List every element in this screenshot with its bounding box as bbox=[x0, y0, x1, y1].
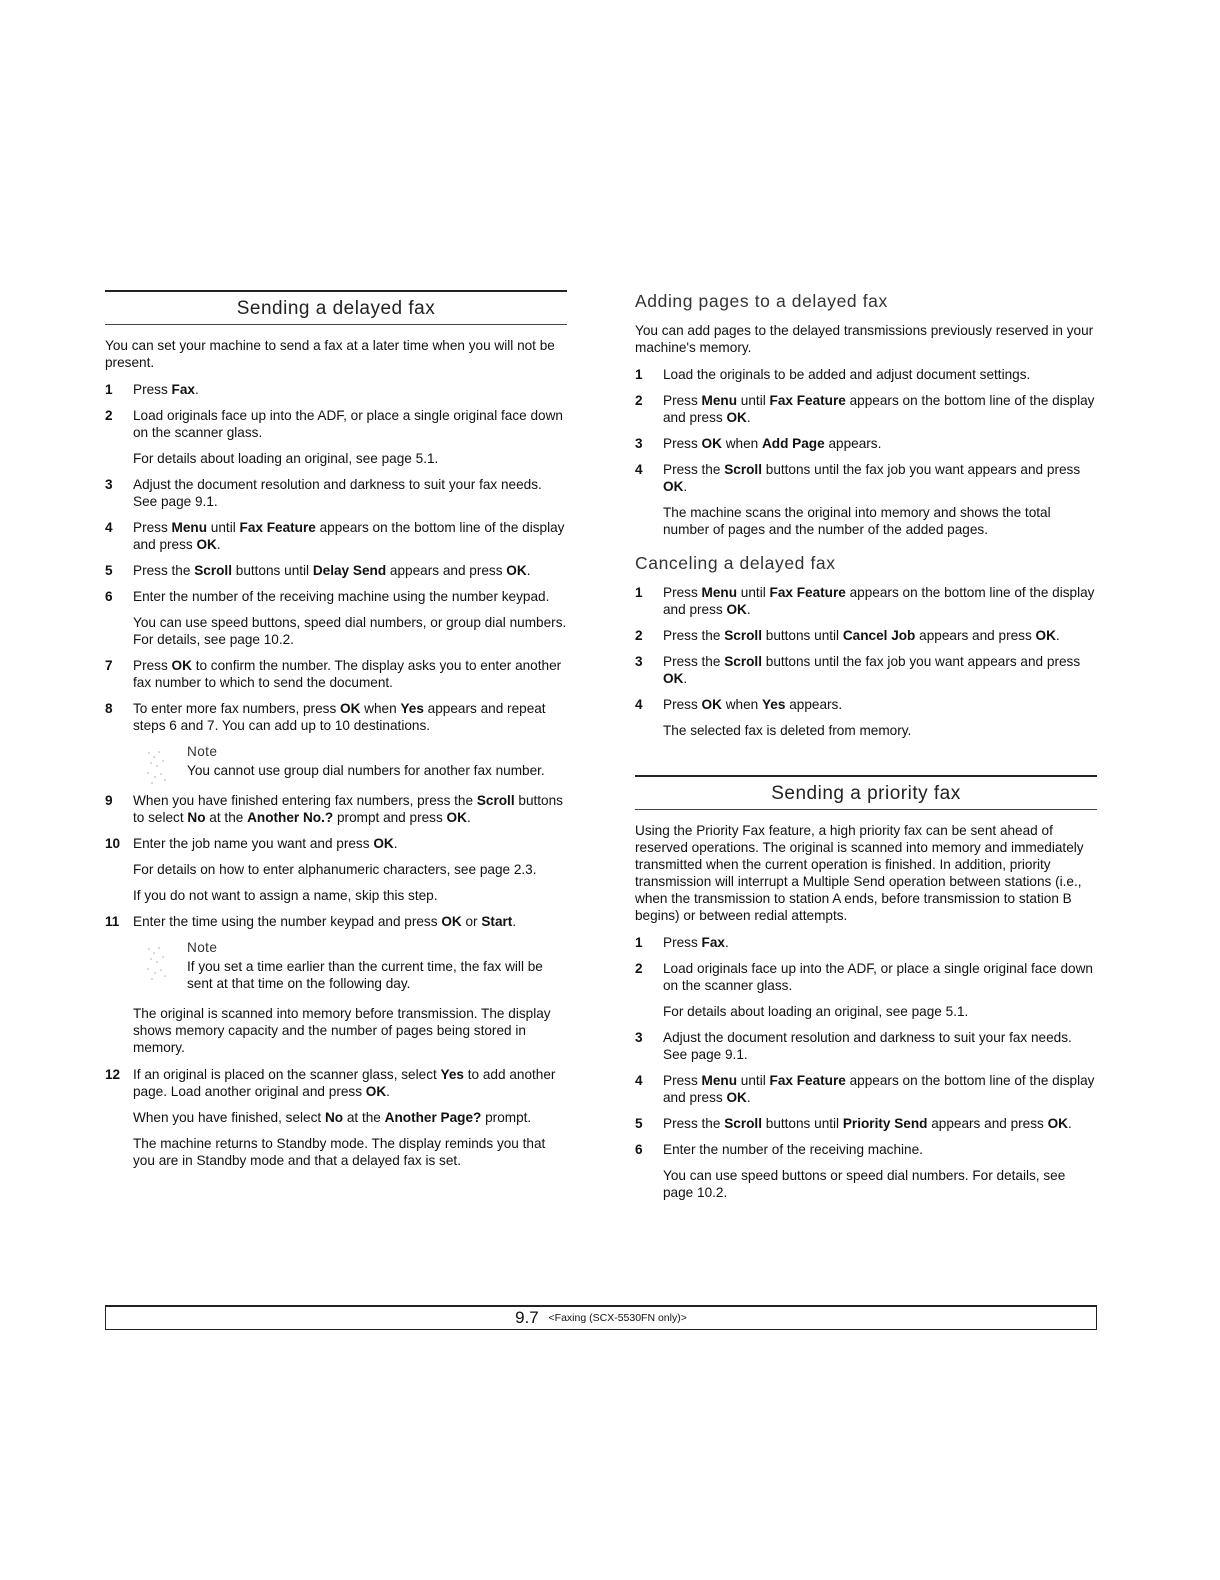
step-text bbox=[133, 913, 567, 930]
text-run: Press bbox=[663, 1073, 702, 1088]
text-run: Press the bbox=[133, 563, 195, 578]
step-text bbox=[663, 1115, 1097, 1132]
bold-term: Scroll bbox=[194, 563, 232, 578]
step-number: 1 bbox=[635, 367, 643, 382]
text-run: Load originals face up into the ADF, or place a single original face down on the scanner glass. bbox=[133, 408, 563, 440]
text-run: If an original is placed on the scanner glass, select bbox=[133, 1067, 441, 1082]
bold-term: OK bbox=[701, 436, 722, 451]
text-run: Press bbox=[133, 520, 172, 535]
steps-canceling bbox=[635, 584, 1097, 739]
text-run: Press bbox=[133, 658, 172, 673]
bold-term: Fax Feature bbox=[769, 393, 846, 408]
step-text bbox=[663, 960, 1097, 994]
text-run: . bbox=[393, 836, 398, 851]
step-item bbox=[105, 913, 567, 930]
step-number: 8 bbox=[105, 701, 113, 716]
text-run: when bbox=[721, 436, 762, 451]
bold-term: OK bbox=[373, 836, 394, 851]
intro-priority-fax: Using the Priority Fax feature, a high priority fax can be sent ahead of reserved operations. The original is scanned into memory and immediately transmitted when the current operation is finished. In addition, priority transmission will interrupt a Multiple Send operation between stations (i.e., when the transmission to station A ends, before transmission to station B begins) or between redial attempts. bbox=[635, 823, 1084, 923]
step-number: 2 bbox=[635, 393, 643, 408]
bold-term: Menu bbox=[171, 520, 208, 535]
text-run: . bbox=[683, 671, 688, 686]
step-text bbox=[133, 588, 567, 605]
text-run: . bbox=[386, 1084, 390, 1099]
bold-term: OK bbox=[663, 671, 684, 686]
step-detail: You can use speed buttons, speed dial numbers, or group dial numbers. For details, see page 10.2. bbox=[133, 615, 567, 647]
bold-term: Scroll bbox=[476, 793, 515, 808]
step-item bbox=[635, 461, 1097, 538]
step-item bbox=[635, 435, 1097, 452]
text-run: Press the bbox=[663, 462, 725, 477]
note-box bbox=[105, 939, 567, 992]
bold-term: Yes bbox=[761, 697, 786, 712]
text-run: until bbox=[737, 585, 770, 600]
step-number: 2 bbox=[635, 628, 643, 643]
text-run: prompt and press bbox=[333, 810, 447, 825]
text-run: prompt. bbox=[481, 1110, 532, 1125]
step-number: 7 bbox=[105, 658, 113, 673]
step-number: 12 bbox=[105, 1067, 121, 1082]
bold-term: Cancel Job bbox=[842, 628, 916, 643]
step-text bbox=[663, 1029, 1097, 1063]
note-text: You cannot use group dial numbers for another fax number. bbox=[187, 763, 545, 778]
text-run: buttons until bbox=[761, 628, 843, 643]
text-run: to confirm the number. The display asks you to enter another fax number to which to send the document. bbox=[133, 658, 562, 690]
step-text bbox=[663, 653, 1097, 687]
text-run: Load originals face up into the ADF, or place a single original face down on the scanner glass. bbox=[663, 961, 1093, 993]
bold-term: OK bbox=[726, 602, 747, 617]
bold-term: No bbox=[324, 1110, 344, 1125]
step-item bbox=[635, 696, 1097, 739]
text-run: When you have finished, select bbox=[133, 1110, 325, 1125]
step-item bbox=[635, 653, 1097, 687]
note-title: Note bbox=[187, 940, 218, 955]
text-run: when bbox=[721, 697, 762, 712]
text-run: or bbox=[461, 914, 482, 929]
step-text bbox=[133, 792, 567, 826]
bold-term: Menu bbox=[701, 1073, 738, 1088]
bold-term: OK bbox=[1035, 628, 1056, 643]
step-number: 4 bbox=[105, 520, 113, 535]
bold-term: Scroll bbox=[724, 654, 762, 669]
text-run: Adjust the document resolution and darkness to suit your fax needs. See page 9.1. bbox=[133, 477, 542, 509]
text-run: Enter the time using the number keypad and press bbox=[133, 914, 442, 929]
step-text bbox=[663, 1141, 1097, 1158]
text-run: Press bbox=[663, 697, 702, 712]
steps-adding-pages bbox=[635, 366, 1097, 538]
bold-term: Yes bbox=[400, 701, 424, 716]
step-item bbox=[105, 562, 567, 579]
text-run: Load the originals to be added and adjust document settings. bbox=[663, 367, 1031, 382]
text-run: until bbox=[737, 393, 770, 408]
step-text bbox=[133, 700, 567, 734]
text-run: Press the bbox=[663, 628, 725, 643]
text-run: . bbox=[746, 602, 751, 617]
text-run: buttons until bbox=[231, 563, 313, 578]
step-item bbox=[635, 1141, 1097, 1201]
steps-priority-fax bbox=[635, 934, 1097, 1201]
text-run: buttons until the fax job you want appears and press bbox=[761, 462, 1081, 477]
bold-term: Start bbox=[481, 914, 513, 929]
step-number: 3 bbox=[635, 654, 643, 669]
note-icon bbox=[145, 943, 171, 983]
bold-term: Add Page bbox=[761, 436, 825, 451]
section-header-priority-fax bbox=[635, 775, 1097, 810]
subsection-title-canceling: Canceling a delayed fax bbox=[635, 553, 836, 573]
text-run: Adjust the document resolution and darkness to suit your fax needs. See page 9.1. bbox=[663, 1030, 1072, 1062]
step-number: 1 bbox=[635, 935, 643, 950]
note-icon bbox=[145, 747, 171, 787]
section-title-delayed-fax: Sending a delayed fax bbox=[236, 298, 436, 319]
step-item bbox=[635, 366, 1097, 383]
text-run: Enter the number of the receiving machine. bbox=[663, 1142, 923, 1157]
step-item bbox=[635, 1115, 1097, 1132]
bold-term: Another No.? bbox=[247, 810, 334, 825]
step-item bbox=[105, 381, 567, 398]
text-run: Press bbox=[663, 436, 702, 451]
section-header-delayed-fax bbox=[105, 290, 567, 325]
step-detail: If you do not want to assign a name, skip this step. bbox=[133, 888, 438, 903]
step-item bbox=[105, 835, 567, 904]
bold-term: OK bbox=[726, 410, 747, 425]
bold-term: Another Page? bbox=[384, 1110, 482, 1125]
step-number: 1 bbox=[635, 585, 643, 600]
note-box bbox=[105, 743, 567, 779]
step-text bbox=[133, 657, 567, 691]
step-item bbox=[105, 700, 567, 734]
text-run: Press bbox=[663, 935, 702, 950]
bold-term: Scroll bbox=[724, 462, 762, 477]
text-run: appears and press bbox=[927, 1116, 1048, 1131]
bold-term: Scroll bbox=[724, 628, 762, 643]
step-text bbox=[133, 519, 567, 553]
bold-term: Yes bbox=[440, 1067, 464, 1082]
text-run: Press bbox=[133, 382, 172, 397]
bold-term: Fax bbox=[171, 382, 195, 397]
step-item bbox=[105, 792, 567, 826]
steps-delayed-fax bbox=[105, 381, 567, 1169]
step-text bbox=[663, 627, 1097, 644]
text-run: To enter more fax numbers, press bbox=[133, 701, 341, 716]
subsection-title-adding-pages: Adding pages to a delayed fax bbox=[635, 291, 888, 311]
step-item bbox=[105, 476, 567, 510]
bold-term: OK bbox=[196, 537, 217, 552]
step-text bbox=[663, 392, 1097, 426]
text-run: buttons to select bbox=[133, 793, 563, 825]
step-text bbox=[663, 934, 1097, 951]
step-text bbox=[663, 584, 1097, 618]
text-run: Enter the number of the receiving machine using the number keypad. bbox=[133, 589, 550, 604]
step-detail: For details on how to enter alphanumeric characters, see page 2.3. bbox=[133, 862, 537, 877]
step-item bbox=[635, 934, 1097, 951]
text-run: appears and press bbox=[386, 563, 507, 578]
step-detail: The selected fax is deleted from memory. bbox=[663, 723, 912, 738]
step-number: 1 bbox=[105, 382, 113, 397]
text-run: . bbox=[1055, 628, 1060, 643]
bold-term: OK bbox=[340, 701, 361, 716]
text-run: When you have finished entering fax numbers, press the bbox=[133, 793, 477, 808]
text-run: appears on the bottom line of the display and press bbox=[663, 1073, 1095, 1105]
step-item bbox=[105, 588, 567, 648]
step-number: 3 bbox=[105, 477, 113, 492]
step-number: 6 bbox=[105, 589, 113, 604]
step-text bbox=[133, 407, 567, 441]
text-run: until bbox=[737, 1073, 770, 1088]
step-item bbox=[635, 584, 1097, 618]
chapter-label: <Faxing (SCX-5530FN only)> bbox=[548, 1312, 687, 1324]
text-run: appears and repeat steps 6 and 7. You can add up to 10 destinations. bbox=[133, 701, 546, 733]
step-detail: The machine returns to Standby mode. The display reminds you that you are in Standby mode and that a delayed fax is set. bbox=[133, 1136, 546, 1168]
step-text bbox=[663, 1072, 1097, 1106]
left-column bbox=[105, 290, 567, 1178]
text-run: Press the bbox=[663, 1116, 725, 1131]
step-text bbox=[663, 435, 1097, 452]
text-run: to add another page. Load another original and press bbox=[133, 1067, 556, 1099]
bold-term: OK bbox=[171, 658, 192, 673]
step-detail: You can use speed buttons or speed dial numbers. For details, see page 10.2. bbox=[663, 1168, 1066, 1200]
step-text bbox=[133, 1066, 567, 1100]
text-run: appears on the bottom line of the display and press bbox=[133, 520, 565, 552]
text-run: . bbox=[1068, 1116, 1072, 1131]
note-text: If you set a time earlier than the current time, the fax will be sent at that time on the following day. bbox=[187, 959, 543, 991]
step-number: 11 bbox=[105, 914, 120, 929]
bold-term: OK bbox=[441, 914, 462, 929]
step-number: 10 bbox=[105, 836, 121, 851]
bold-term: OK bbox=[506, 563, 527, 578]
step-text bbox=[133, 381, 567, 398]
step-number: 4 bbox=[635, 1073, 643, 1088]
bold-term: OK bbox=[446, 810, 467, 825]
bold-term: OK bbox=[701, 697, 722, 712]
bold-term: OK bbox=[1047, 1116, 1068, 1131]
bold-term: Fax Feature bbox=[239, 520, 316, 535]
step-item bbox=[105, 657, 567, 691]
bold-term: Priority Send bbox=[842, 1116, 928, 1131]
step-number: 5 bbox=[635, 1116, 643, 1131]
step-number: 3 bbox=[635, 436, 643, 451]
step-text bbox=[663, 366, 1097, 383]
text-run: Press bbox=[663, 393, 702, 408]
step-number: 3 bbox=[635, 1030, 643, 1045]
text-run: Press the bbox=[663, 654, 725, 669]
page-footer bbox=[105, 1305, 1097, 1330]
step-item bbox=[105, 1066, 567, 1169]
bold-term: OK bbox=[365, 1084, 387, 1099]
step-detail: For details about loading an original, see page 5.1. bbox=[663, 1004, 969, 1019]
text-run: buttons until bbox=[761, 1116, 843, 1131]
text-run: . bbox=[526, 563, 531, 578]
bold-term: Scroll bbox=[724, 1116, 762, 1131]
bold-term: Delay Send bbox=[312, 563, 387, 578]
step-item bbox=[635, 960, 1097, 1020]
text-run: at the bbox=[343, 1110, 385, 1125]
step-item bbox=[105, 519, 567, 553]
step-item bbox=[105, 407, 567, 467]
step-number: 5 bbox=[105, 563, 113, 578]
step-number: 4 bbox=[635, 462, 643, 477]
text-run: appears and press bbox=[915, 628, 1036, 643]
step-text bbox=[663, 696, 1097, 713]
bold-term: Fax bbox=[701, 935, 725, 950]
step-number: 2 bbox=[635, 961, 643, 976]
step-number: 4 bbox=[635, 697, 643, 712]
bold-term: Menu bbox=[701, 393, 738, 408]
step-followup: The original is scanned into memory before transmission. The display shows memory capacity and the number of pages being stored in memory. bbox=[133, 1006, 551, 1055]
text-run: . bbox=[216, 537, 221, 552]
text-run: appears on the bottom line of the display and press bbox=[663, 393, 1095, 425]
text-run: appears on the bottom line of the display and press bbox=[663, 585, 1095, 617]
step-number: 2 bbox=[105, 408, 113, 423]
bold-term: Fax Feature bbox=[769, 585, 846, 600]
text-run: at the bbox=[205, 810, 248, 825]
text-run: when bbox=[360, 701, 401, 716]
step-text bbox=[133, 835, 567, 852]
intro-delayed-fax: You can set your machine to send a fax at a later time when you will not be present. bbox=[105, 338, 555, 370]
bold-term: OK bbox=[726, 1090, 747, 1105]
step-text bbox=[133, 476, 567, 510]
bold-term: OK bbox=[663, 479, 684, 494]
text-run: Enter the job name you want and press bbox=[133, 836, 374, 851]
step-number: 6 bbox=[635, 1142, 643, 1157]
step-text bbox=[133, 562, 567, 579]
text-run: . bbox=[724, 935, 729, 950]
step-detail: The machine scans the original into memory and shows the total number of pages and the number of the added pages. bbox=[663, 505, 1051, 537]
step-text bbox=[663, 461, 1097, 495]
step-number: 9 bbox=[105, 793, 113, 808]
step-item bbox=[635, 1029, 1097, 1063]
text-run: . bbox=[466, 810, 471, 825]
right-column bbox=[635, 290, 1097, 1210]
text-run: . bbox=[746, 1090, 751, 1105]
step-detail bbox=[133, 1109, 567, 1126]
section-title-priority-fax: Sending a priority fax bbox=[771, 783, 961, 804]
step-item bbox=[635, 627, 1097, 644]
step-item bbox=[635, 392, 1097, 426]
text-run: Press bbox=[663, 585, 702, 600]
text-run: . bbox=[512, 914, 517, 929]
step-detail: For details about loading an original, see page 5.1. bbox=[133, 451, 439, 466]
step-item bbox=[635, 1072, 1097, 1106]
bold-term: No bbox=[187, 810, 206, 825]
text-run: appears. bbox=[824, 436, 882, 451]
bold-term: Menu bbox=[701, 585, 738, 600]
text-run: . bbox=[683, 479, 688, 494]
text-run: until bbox=[207, 520, 240, 535]
text-run: . bbox=[746, 410, 751, 425]
intro-adding-pages: You can add pages to the delayed transmissions previously reserved in your machine's memory. bbox=[635, 323, 1094, 355]
bold-term: Fax Feature bbox=[769, 1073, 846, 1088]
page-number: 9.7 bbox=[515, 1308, 539, 1327]
text-run: buttons until the fax job you want appears and press bbox=[761, 654, 1081, 669]
note-title: Note bbox=[187, 744, 218, 759]
text-run: appears. bbox=[785, 697, 843, 712]
text-run: . bbox=[194, 382, 199, 397]
